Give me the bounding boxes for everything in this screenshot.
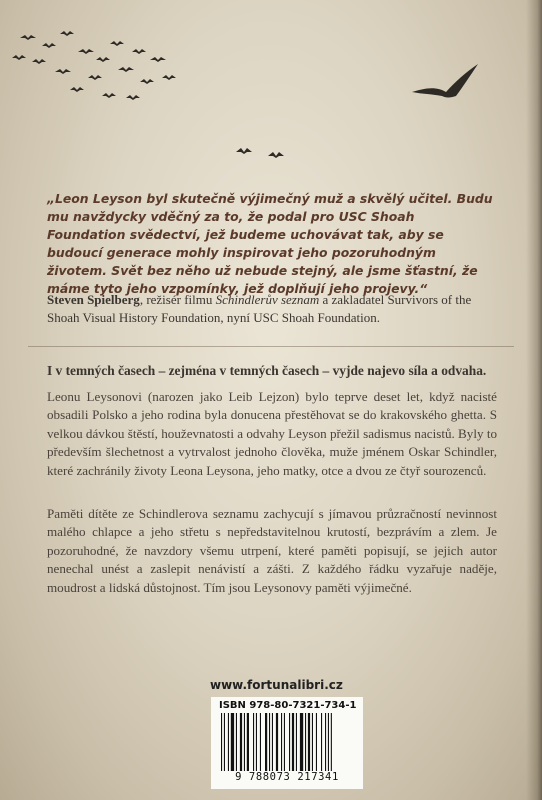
- section-divider: [28, 346, 514, 347]
- flying-birds-illustration: [0, 0, 542, 190]
- isbn-barcode: [211, 697, 363, 789]
- bird-pair-center: [236, 148, 284, 158]
- barcode-bars: [215, 713, 359, 771]
- spielberg-quote: „Leon Leyson byl skutečně výjimečný muž a skvělý učitel. Budu mu navždycky vděčný za to, že podal pro USC Shoah Foundation svědectví, jež budeme uchovávat tak, aby se budoucí generace mohly inspirovat jeho pozoruhodným životem. Svět bez něho už nebude stejný, ale jsme šťastní, že máme tyto jeho vzpomínky, jež doplňují jeho projevy.“: [47, 191, 493, 296]
- bird-flock-left: [12, 31, 176, 100]
- attribution-role: , režisér filmu: [139, 292, 216, 307]
- attribution-name: Steven Spielberg: [47, 292, 140, 307]
- isbn-label: ISBN 978-80-7321-734-1: [219, 700, 357, 711]
- quote-attribution: [47, 291, 497, 327]
- attribution-foundation: a zakladatel Survivors of the Shoah Visual History Foundation, nyní USC Shoah Foundation.: [47, 292, 472, 325]
- film-title: Schindlerův seznam: [215, 292, 320, 307]
- publisher-url: www.fortunalibri.cz: [210, 678, 343, 692]
- blurb-headline: I v temných časech – zejména v temných časech – vyjde najevo síla a odvaha.: [47, 363, 487, 378]
- spine-edge-shadow: [526, 0, 542, 800]
- barcode-digits: 9 788073 217341: [235, 771, 339, 783]
- blurb-paragraph-2: Paměti dítěte ze Schindlerova seznamu zachycují s jímavou průzračností nevinnost malého chlapce a jeho střetu s nepředstavitelnou krutostí, bezprávím a zlem. Je pozoruhodné, že navzdory všemu utrpení, které paměti popisují, se jejich autor nenechal unést a zaslepit nenávistí a zášti. Z každého řádku vyzařuje naděje, moudrost a lidská důstojnost. Tím jsou Leysonovy paměti výjimečné.: [47, 506, 497, 595]
- large-bird-right: [412, 64, 478, 98]
- blurb-paragraph-1: Leonu Leysonovi (narozen jako Leib Lejzon) bylo teprve deset let, když nacisté obsadili Polsko a jeho rodina byla donucena přestěhovat se do krakovského ghetta. S velkou dávkou štěstí, houževnatosti a odvahy Leyson přežil sadismus nacistů. Byly to především šlechetnost a vytrvalost jednoho člověka, muže jménem Oskar Schindler, které zachránily životy Leona Leysona, jeho matky, otce a dvou ze čtyř sourozenců.: [47, 389, 497, 478]
